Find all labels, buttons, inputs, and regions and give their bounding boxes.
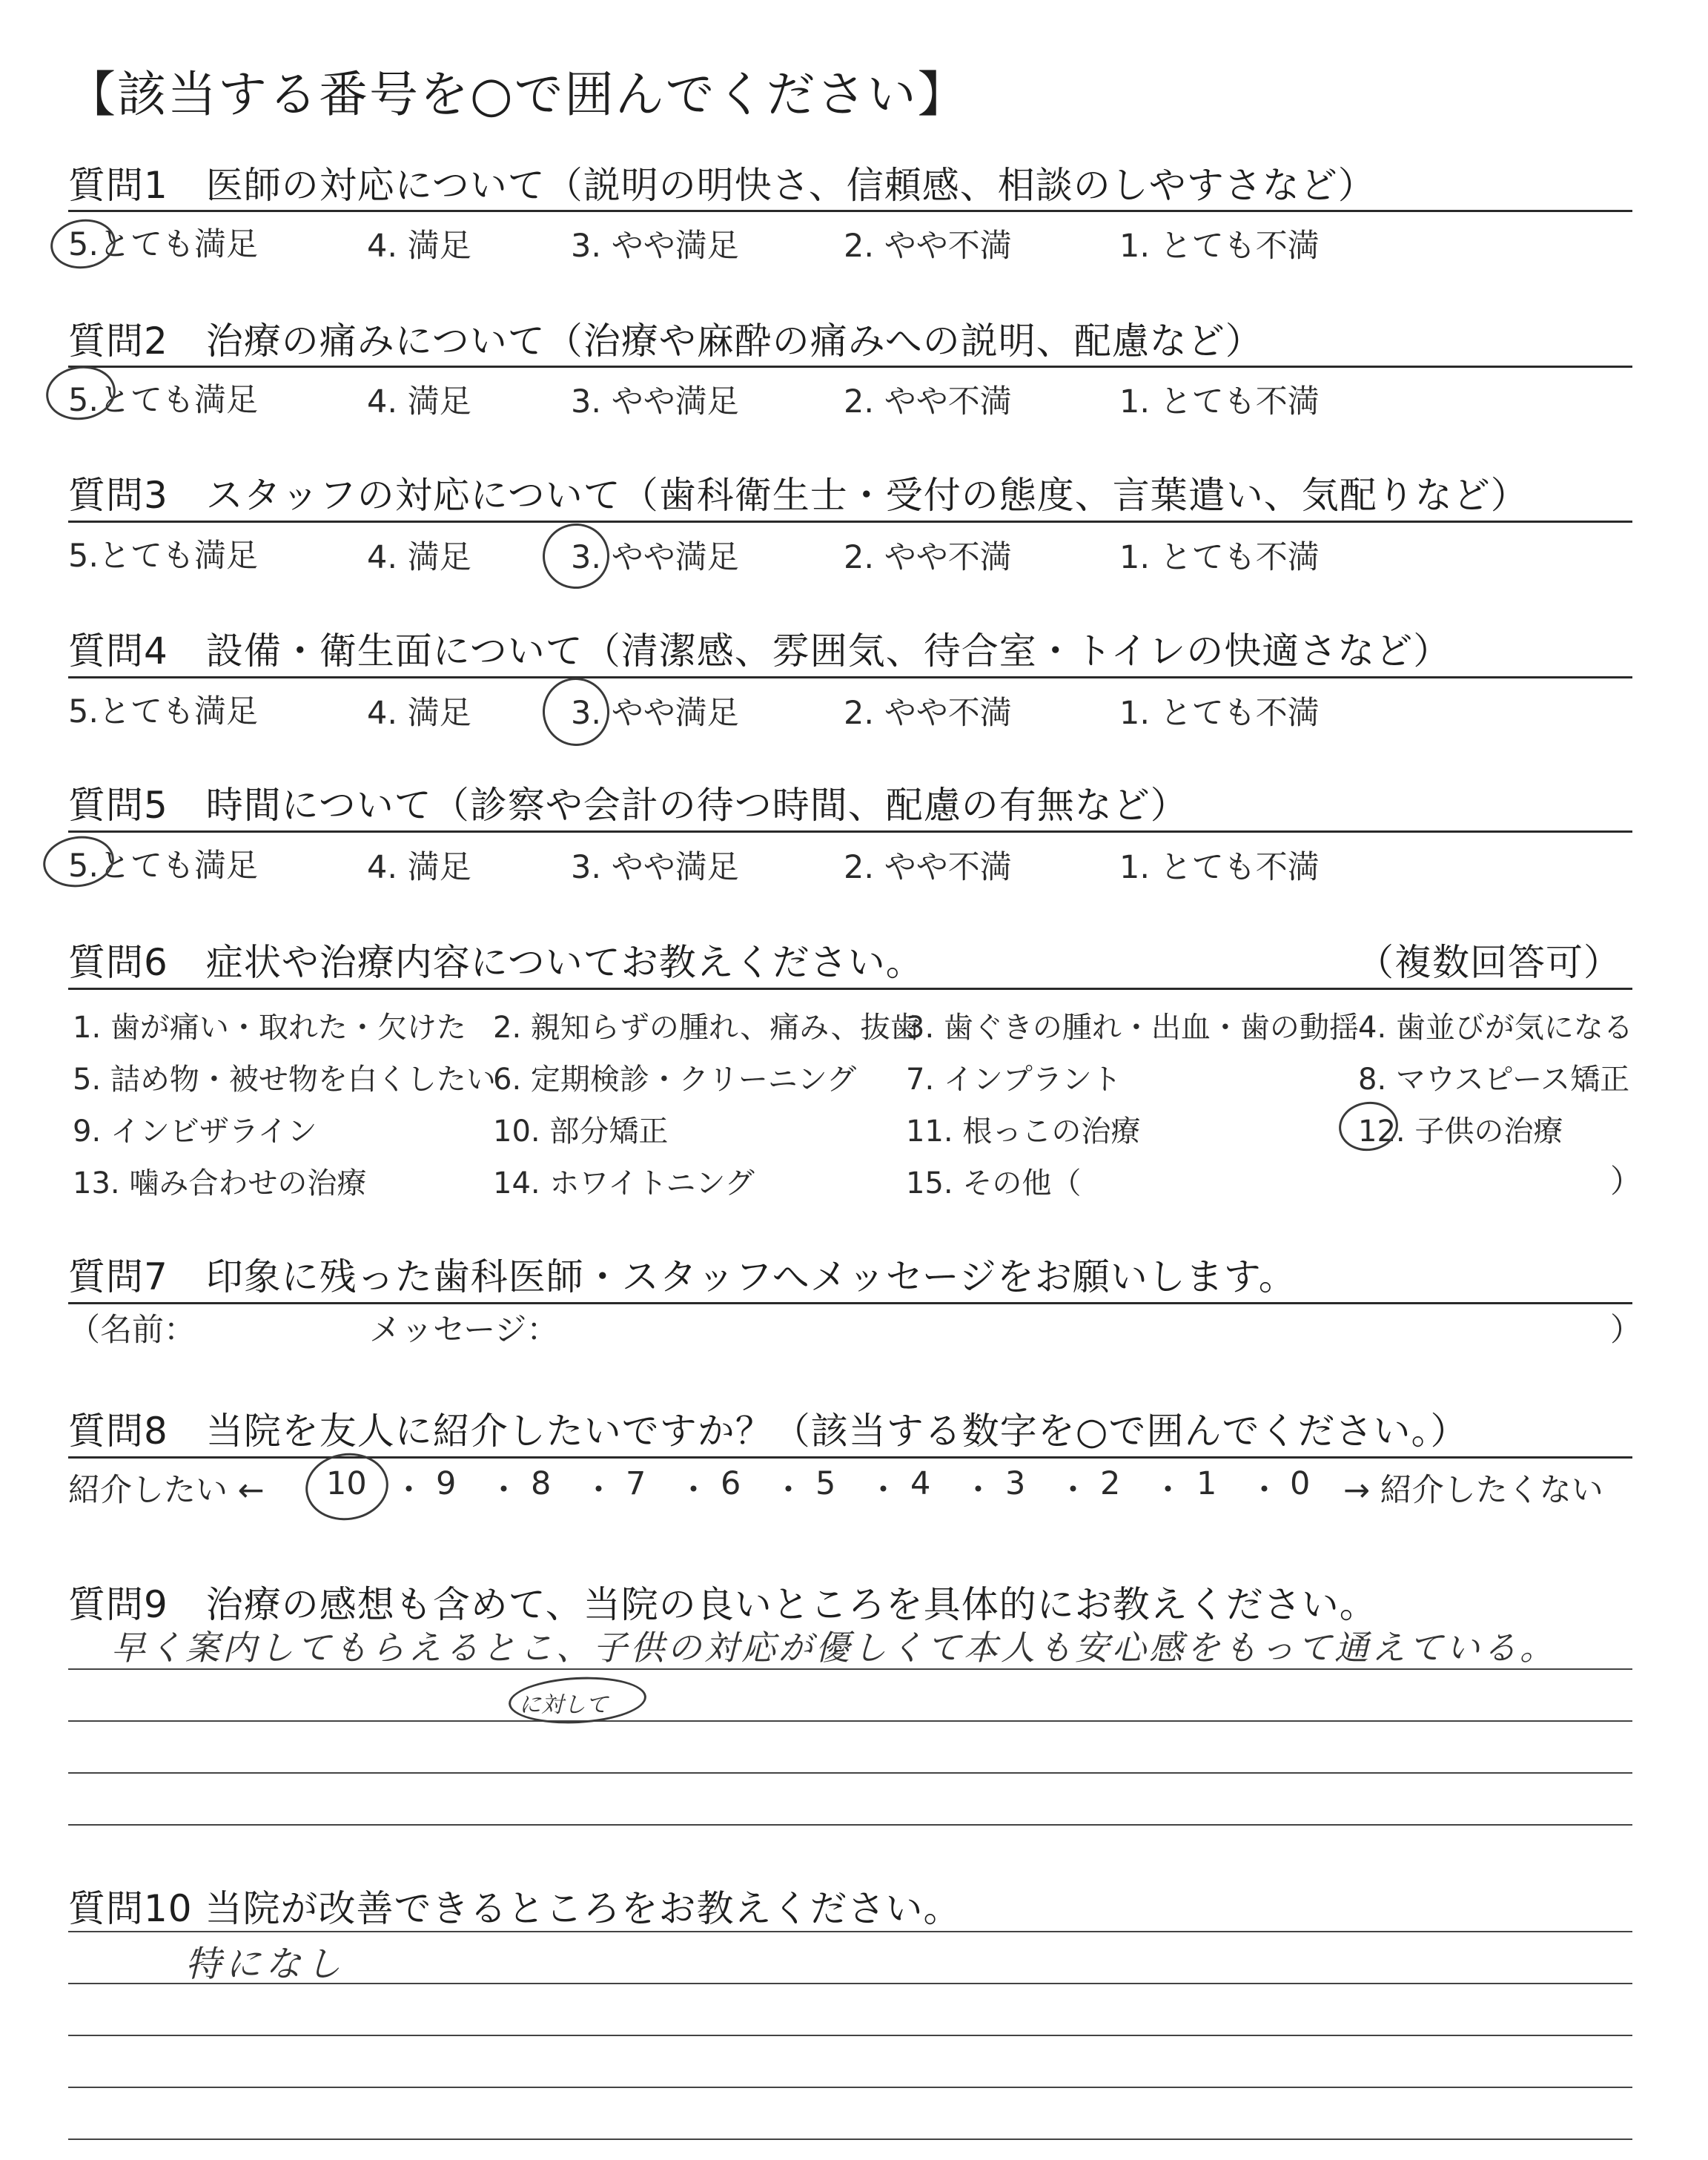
score-separator: ・ <box>1057 1472 1089 1509</box>
handwritten-insert: に対して <box>519 1692 608 1718</box>
score-9[interactable]: 9 <box>436 1465 457 1502</box>
score-2[interactable]: 2 <box>1100 1465 1121 1502</box>
option-4[interactable]: 4. 満足 <box>367 695 471 732</box>
answer-line <box>68 2087 1632 2088</box>
handwritten-answer: 特になし <box>185 1943 346 1985</box>
option-1[interactable]: 1. とても不満 <box>1119 849 1320 886</box>
score-7[interactable]: 7 <box>626 1465 646 1502</box>
divider <box>68 366 1632 368</box>
option-2[interactable]: 2. やや不満 <box>844 849 1012 886</box>
selection-circle <box>538 519 613 593</box>
score-separator: ・ <box>393 1472 425 1509</box>
question-title: 質問7 印象に残った歯科医師・スタッフへメッセージをお願いします。 <box>68 1255 1297 1298</box>
question-title: 質問1 医師の対応について（説明の明快さ、信頼感、相談のしやすさなど） <box>68 164 1376 207</box>
symptom-item[interactable]: 6. 定期検診・クリーニング <box>493 1063 857 1097</box>
symptom-item[interactable]: 2. 親知らずの腫れ、痛み、抜歯 <box>493 1011 920 1045</box>
divider <box>68 210 1632 212</box>
divider <box>68 830 1632 833</box>
symptom-item[interactable]: 15. その他（ <box>906 1166 1082 1200</box>
answer-line <box>68 2035 1632 2036</box>
option-4[interactable]: 4. 満足 <box>367 383 471 420</box>
answer-line <box>68 1824 1632 1826</box>
symptom-item[interactable]: 13. 噛み合わせの治療 <box>73 1166 367 1200</box>
score-separator: ・ <box>1152 1472 1184 1509</box>
selection-circle <box>538 673 614 750</box>
option-4[interactable]: 4. 満足 <box>367 849 471 886</box>
symptom-item[interactable]: 14. ホワイトニング <box>493 1166 755 1200</box>
option-3[interactable]: 3. やや満足 <box>571 228 739 265</box>
score-8[interactable]: 8 <box>531 1465 552 1502</box>
divider <box>68 676 1632 678</box>
name-label: （名前： <box>68 1312 196 1349</box>
question-title: 質問10 当院が改善できるところをお教えください。 <box>68 1887 961 1930</box>
recommend-right-label: → 紹介したくない <box>1343 1472 1603 1509</box>
option-2[interactable]: 2. やや不満 <box>844 539 1012 576</box>
option-1[interactable]: 1. とても不満 <box>1119 228 1320 265</box>
score-3[interactable]: 3 <box>1005 1465 1026 1502</box>
symptom-item[interactable]: 8. マウスピース矯正 <box>1358 1063 1630 1097</box>
score-separator: ・ <box>1248 1472 1280 1509</box>
score-separator: ・ <box>488 1472 520 1509</box>
symptom-item[interactable]: 9. インビザライン <box>73 1114 317 1149</box>
option-3[interactable]: 3. やや満足 <box>571 849 739 886</box>
score-5[interactable]: 5 <box>815 1465 836 1502</box>
option-1[interactable]: 1. とても不満 <box>1119 695 1320 732</box>
option-2[interactable]: 2. やや不満 <box>844 383 1012 420</box>
symptom-item[interactable]: 12. 子供の治療 <box>1358 1114 1563 1149</box>
question-title: 質問5 時間について（診察や会計の待つ時間、配慮の有無など） <box>68 784 1188 827</box>
answer-line <box>68 1931 1632 1932</box>
question-title: 質問3 スタッフの対応について（歯科衛生士・受付の態度、言葉遣い、気配りなど） <box>68 474 1529 517</box>
option-5[interactable]: 5.とても満足 <box>68 226 259 263</box>
score-separator: ・ <box>772 1472 804 1509</box>
score-4[interactable]: 4 <box>910 1465 931 1502</box>
score-10[interactable]: 10 <box>326 1465 367 1502</box>
score-separator: ・ <box>678 1472 709 1509</box>
question-title: 質問2 治療の痛みについて（治療や麻酔の痛みへの説明、配慮など） <box>68 320 1263 363</box>
score-separator: ・ <box>867 1472 899 1509</box>
option-5[interactable]: 5.とても満足 <box>68 693 259 730</box>
score-1[interactable]: 1 <box>1196 1465 1217 1502</box>
symptom-item[interactable]: 11. 根っこの治療 <box>906 1114 1141 1149</box>
symptom-item[interactable]: 5. 詰め物・被せ物を白くしたい <box>73 1063 496 1097</box>
option-4[interactable]: 4. 満足 <box>367 539 471 576</box>
option-5[interactable]: 5.とても満足 <box>68 538 259 575</box>
multi-answer-note: （複数回答可） <box>1357 941 1621 984</box>
question-title: 質問6 症状や治療内容についてお教えください。 <box>68 941 924 984</box>
option-5[interactable]: 5.とても満足 <box>68 382 259 419</box>
question-title: 質問8 当院を友人に紹介したいですか？（該当する数字を○で囲んでください。） <box>68 1410 1469 1453</box>
recommend-left-label: 紹介したい ← <box>68 1472 265 1509</box>
symptom-item[interactable]: 7. インプラント <box>906 1063 1122 1097</box>
answer-line <box>68 1772 1632 1774</box>
symptom-item[interactable]: 1. 歯が痛い・取れた・欠けた <box>73 1011 466 1045</box>
symptom-item[interactable]: 3. 歯ぐきの腫れ・出血・歯の動揺 <box>906 1011 1359 1045</box>
score-6[interactable]: 6 <box>721 1465 741 1502</box>
symptom-item[interactable]: 10. 部分矯正 <box>493 1114 669 1149</box>
answer-line <box>68 1720 1632 1722</box>
option-2[interactable]: 2. やや不満 <box>844 228 1012 265</box>
option-1[interactable]: 1. とても不満 <box>1119 383 1320 420</box>
score-0[interactable]: 0 <box>1290 1465 1311 1502</box>
question-title: 質問9 治療の感想も含めて、当院の良いところを具体的にお教えください。 <box>68 1583 1377 1626</box>
selection-circle <box>301 1448 392 1526</box>
divider <box>68 1302 1632 1304</box>
symptom-item[interactable]: 4. 歯並びが気になる <box>1358 1011 1633 1045</box>
option-4[interactable]: 4. 満足 <box>367 228 471 265</box>
message-label: メッセージ： <box>369 1312 559 1349</box>
score-separator: ・ <box>583 1472 615 1509</box>
question-title: 質問4 設備・衛生面について（清潔感、雰囲気、待合室・トイレの快適さなど） <box>68 630 1452 673</box>
answer-line <box>68 2138 1632 2140</box>
divider <box>68 988 1632 990</box>
option-1[interactable]: 1. とても不満 <box>1119 539 1320 576</box>
survey-header: 【該当する番号を○で囲んでください】 <box>67 66 968 123</box>
option-3[interactable]: 3. やや満足 <box>571 695 739 732</box>
divider <box>68 521 1632 523</box>
option-5[interactable]: 5.とても満足 <box>68 848 259 885</box>
option-3[interactable]: 3. やや満足 <box>571 383 739 420</box>
handwritten-answer: 早く案内してもらえるとこ、子供の対応が優しくて本人も安心感をもって通えている。 <box>111 1628 1557 1668</box>
score-separator: ・ <box>962 1472 994 1509</box>
option-3[interactable]: 3. やや満足 <box>571 539 739 576</box>
insert-circle <box>508 1674 648 1727</box>
other-close-paren: ） <box>1610 1163 1642 1200</box>
divider <box>68 1456 1632 1459</box>
option-2[interactable]: 2. やや不満 <box>844 695 1012 732</box>
message-close-paren: ） <box>1610 1312 1642 1349</box>
